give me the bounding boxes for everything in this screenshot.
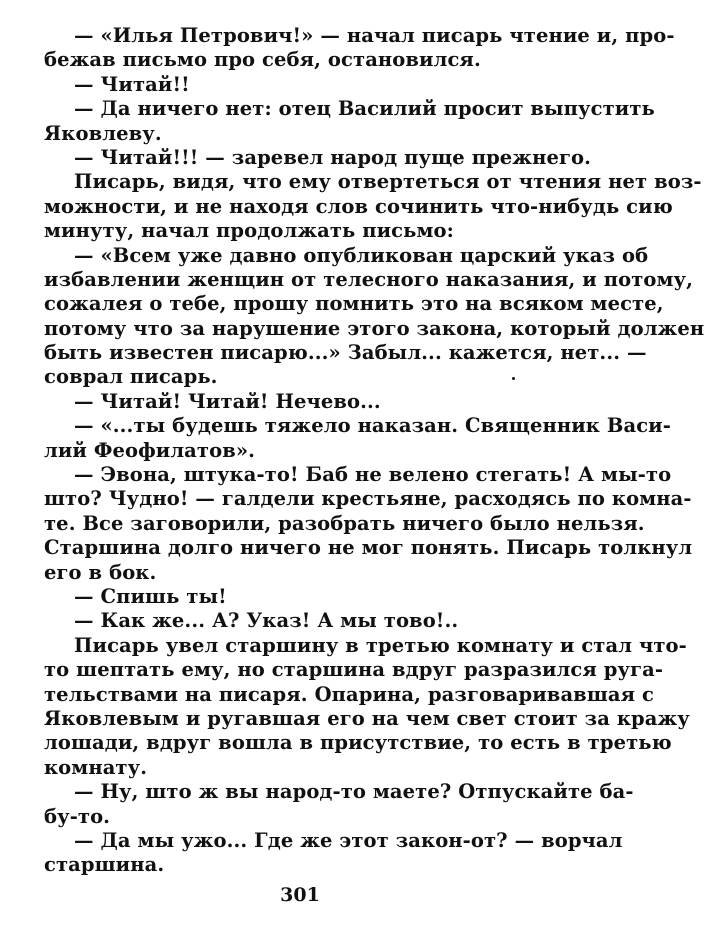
- paragraph: [44, 414, 671, 463]
- paragraph: [44, 24, 675, 73]
- text-line: — Эвона, штука-то! Баб не велено стегать! А мы-то: [74, 463, 672, 487]
- paragraph: [44, 633, 690, 780]
- text-line: его в бок.: [44, 560, 157, 584]
- paragraph: [44, 463, 693, 585]
- text-line: лошади, вдруг вошла в присутствие, то есть в третью: [44, 731, 672, 755]
- text-line: бу-то.: [44, 804, 111, 828]
- text-line: — «...ты будешь тяжело наказан. Священник Васи-: [74, 414, 671, 438]
- text-line: — Ну, што ж вы народ-то маете? Отпускайте ба-: [74, 780, 634, 804]
- paragraph: [44, 585, 556, 609]
- text-line: — «Всем уже давно опубликован царский указ об: [74, 243, 649, 267]
- text-line: Яковлеву.: [44, 121, 162, 145]
- text-line: — Да мы ужо... Где же этот закон-от? — ворчал: [74, 828, 623, 852]
- text-line: можности, и не находя слов сочинить что-нибудь сию: [44, 194, 673, 218]
- text-line: те. Все заговорили, разобрать ничего было нельзя.: [44, 511, 645, 535]
- paragraph: [44, 73, 556, 97]
- text-line: избавлении женщин от телесного наказания, и потому,: [44, 267, 694, 291]
- text-line: Писарь увел старшину в третью комнату и стал что-: [74, 633, 687, 657]
- paragraph: [44, 828, 623, 878]
- text-line: сожалея о тебе, прошу помнить это на всяком месте,: [44, 292, 664, 316]
- text-line: комнату.: [44, 755, 148, 779]
- paragraph: [44, 145, 592, 170]
- text-line: бежав письмо про себя, остановился.: [44, 48, 481, 72]
- text-line: минуту, начал продолжать письмо:: [44, 219, 454, 243]
- text-line: тельствами на писаря. Опарина, разговаривавшая с: [44, 682, 654, 706]
- text-line: — Спишь ты!: [74, 584, 227, 608]
- paragraph: [44, 780, 634, 829]
- text-line: што? Чудно! — галдели крестьяне, расходясь по комна-: [44, 487, 692, 511]
- page-text-body: [44, 24, 704, 878]
- paragraph: [44, 243, 704, 390]
- text-line: — Да ничего нет: отец Василий просит выпустить: [74, 97, 655, 121]
- text-line: то шептать ему, но старшина вдруг разразился руга-: [44, 658, 664, 682]
- print-speck: [512, 377, 515, 380]
- text-line: — Читай! Читай! Нечево...: [74, 389, 381, 413]
- text-line: — «Илья Петрович!» — начал писарь чтение и, про-: [74, 24, 675, 47]
- paragraph: [44, 170, 702, 243]
- page-number: 301: [280, 884, 320, 906]
- text-line: старшина.: [44, 853, 165, 877]
- text-line: — Читай!!: [74, 72, 190, 96]
- text-line: соврал писарь.: [44, 365, 218, 389]
- text-line: быть известен писарю...» Забыл... кажется, нет... —: [44, 341, 647, 365]
- text-line: — Как же... А? Указ! А мы тово!..: [74, 609, 459, 633]
- paragraph: [44, 609, 556, 633]
- text-line: Старшина долго ничего не мог понять. Писарь толкнул: [44, 536, 693, 560]
- text-line: Писарь, видя, что ему отвертеться от чтения нет воз-: [74, 170, 702, 194]
- paragraph: [44, 97, 655, 146]
- text-line: лий Феофилатов».: [44, 438, 256, 462]
- paragraph: [44, 390, 556, 414]
- text-line: потому что за нарушение этого закона, который должен: [44, 316, 704, 340]
- text-line: Яковлевым и ругавшая его на чем свет стоит за кражу: [44, 706, 690, 730]
- text-line: — Читай!!! — заревел народ пуще прежнего.: [74, 145, 592, 169]
